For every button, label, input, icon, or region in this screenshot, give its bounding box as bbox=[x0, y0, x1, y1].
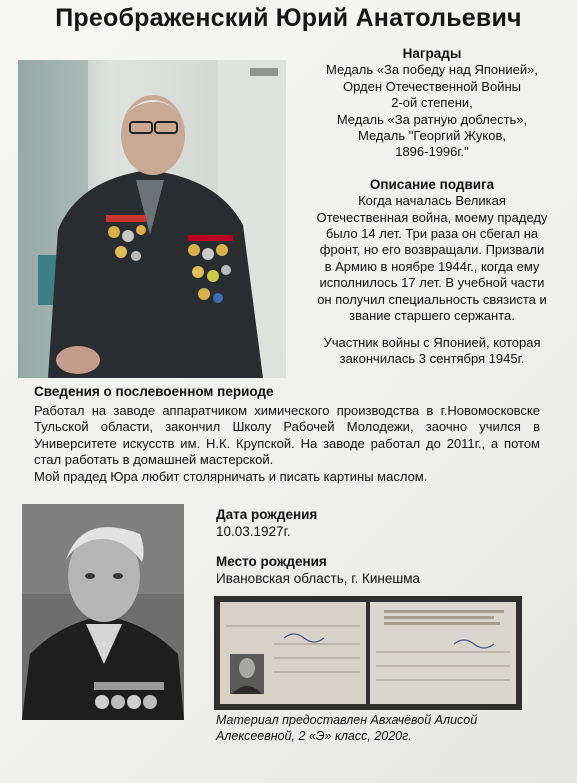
veteran-portrait-photo bbox=[18, 60, 286, 378]
awards-line: 2-ой степени, bbox=[391, 95, 473, 111]
feat-line: Когда началась Великая bbox=[358, 193, 506, 209]
awards-and-feat-column bbox=[296, 46, 568, 367]
feat-line: исполнилось 17 лет. В учебной части bbox=[319, 275, 545, 291]
feat-line: было 14 лет. Три раза он сбегал на bbox=[325, 226, 539, 242]
birth-date-value: 10.03.1927г. bbox=[216, 524, 291, 539]
birth-date-heading: Дата рождения bbox=[216, 507, 318, 522]
military-id-document-image bbox=[214, 596, 522, 710]
feat-line: в Армию в ноябре 1944г., когда ему bbox=[324, 258, 540, 274]
postwar-paragraph: Работал на заводе аппаратчиком химического производства в г.Новомосковске Тульской области, закончил Школу Рабочей Молодежи, заочно учился в Университете искусств им. Н.К. Крупской. На заводе работал до 2011г., а потом стал работать в домашней мастерской. bbox=[34, 403, 540, 468]
birth-info bbox=[216, 506, 420, 587]
document-photo bbox=[214, 596, 522, 710]
birth-place-heading: Место рождения bbox=[216, 554, 327, 569]
veteran-portrait-image bbox=[18, 60, 286, 378]
page-title: Преображенский Юрий Анатольевич bbox=[55, 4, 522, 32]
birth-place-value: Ивановская область, г. Кинешма bbox=[216, 571, 420, 586]
awards-line: Медаль «За победу над Японией», bbox=[326, 62, 538, 78]
feat-line: закончилась 3 сентября 1945г. bbox=[339, 350, 525, 366]
caption-line: Материал предоставлен Авхачёвой Алисой bbox=[216, 713, 478, 727]
awards-heading: Награды bbox=[402, 46, 462, 61]
caption-line: Алексеевной, 2 «Э» класс, 2020г. bbox=[216, 729, 412, 743]
postwar-paragraph: Мой прадед Юра любит столярничать и писать картины маслом. bbox=[34, 468, 428, 484]
postwar-text bbox=[34, 403, 540, 485]
awards-line: 1896-1996г." bbox=[395, 144, 469, 160]
young-portrait-image bbox=[22, 504, 184, 720]
young-portrait-photo bbox=[22, 504, 184, 720]
feat-line: он получил специальность связиста и bbox=[317, 291, 547, 307]
credit-caption bbox=[216, 712, 546, 744]
awards-line: Орден Отечественной Войны bbox=[343, 78, 521, 94]
feat-line: Отечественная война, моему прадеду bbox=[316, 209, 548, 225]
awards-line: Медаль «За ратную доблесть», bbox=[336, 111, 528, 127]
feat-line: звание старшего сержанта. bbox=[349, 308, 515, 324]
feat-line: Участник войны с Японией, которая bbox=[323, 334, 541, 350]
feat-heading: Описание подвига bbox=[369, 176, 495, 192]
awards-line: Медаль "Георгий Жуков, bbox=[358, 128, 506, 144]
postwar-heading: Сведения о послевоенном периоде bbox=[34, 384, 274, 399]
feat-line: фронт, но его возвращали. Призвали bbox=[319, 242, 545, 258]
